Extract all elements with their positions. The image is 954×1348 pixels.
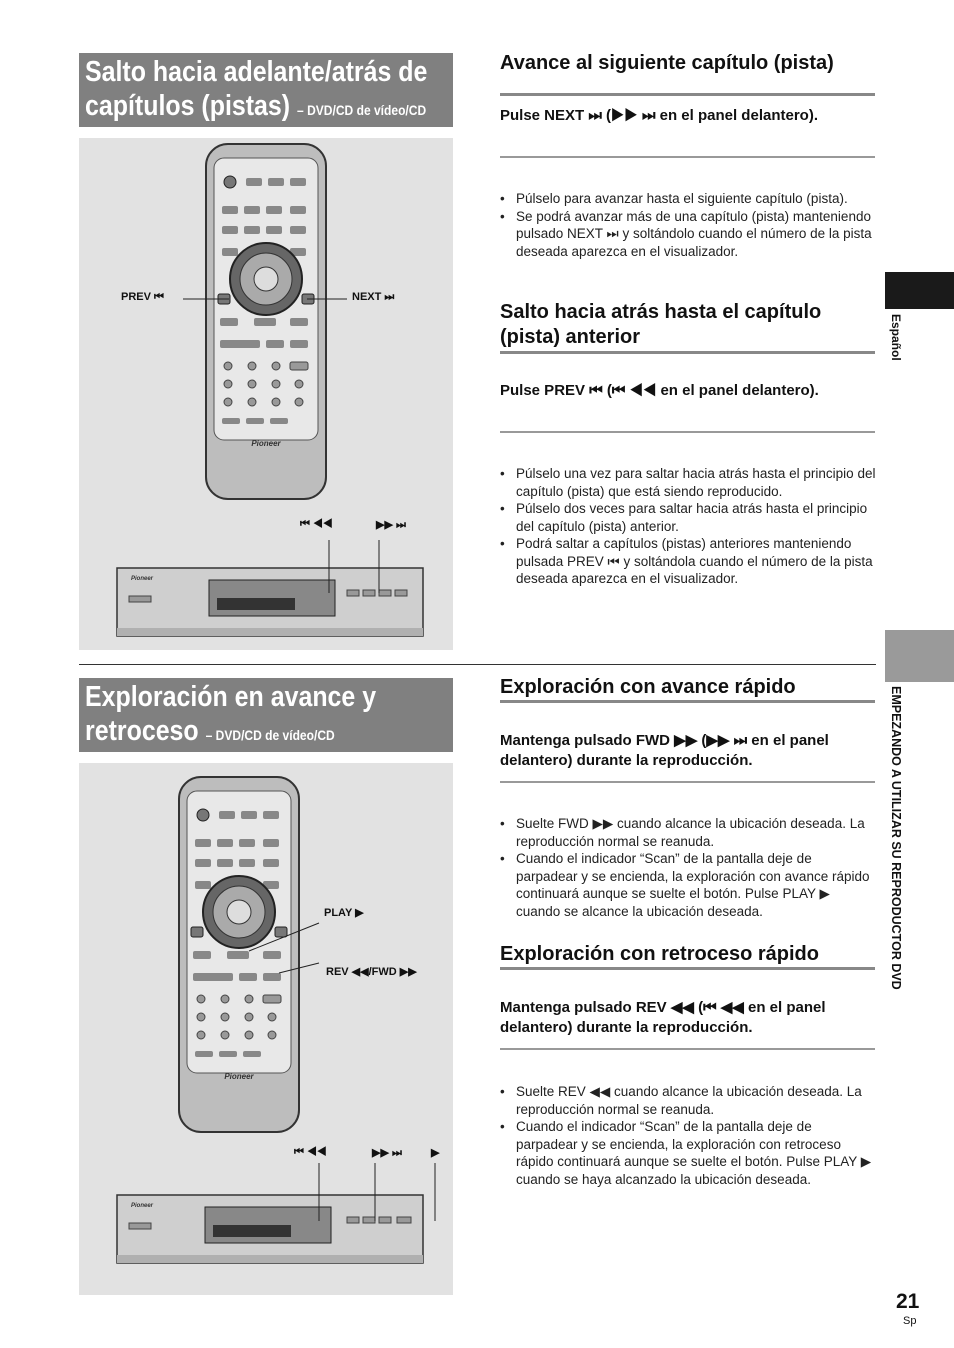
- salto-bullets: [500, 465, 876, 588]
- list-item: • Podrá saltar a capítulos (pistas) anteriores manteniendo pulsada PREV ⏮ y soltándola cuando el número de la pista deseada aparezca en el visualizador.: [500, 535, 876, 588]
- figure-scan: [79, 763, 453, 1295]
- play-button: [227, 951, 249, 959]
- divider: [500, 431, 875, 433]
- avance-bullets: [500, 190, 876, 260]
- svg-text:Pioneer: Pioneer: [131, 576, 154, 582]
- list-item: • Púlselo una vez para saltar hacia atrás hasta el principio del capítulo (pista) que está siendo reproducido.: [500, 465, 876, 500]
- list-item: • Púlselo para avanzar hasta el siguiente capítulo (pista).: [500, 190, 876, 208]
- list-item: • Púlselo dos veces para saltar hacia atrás hasta el principio del capítulo (pista) anterior.: [500, 500, 876, 535]
- divider: [500, 781, 875, 783]
- list-item: • Se podrá avanzar más de una capítulo (pista) manteniendo pulsado NEXT ⏭ y soltándolo cuando el número de la pista deseada aparezca en el visualizador.: [500, 208, 876, 261]
- section1-title-box: [79, 53, 453, 127]
- divider: [500, 156, 875, 158]
- section1-subtitle: – DVD/CD de vídeo/CD: [297, 102, 427, 118]
- callout-prev: PREV ⏮: [121, 291, 164, 303]
- divider: [500, 700, 875, 703]
- remote-brand: Pioneer: [251, 439, 281, 448]
- enter-button: [254, 267, 278, 291]
- callout-play: PLAY ▶: [324, 907, 364, 919]
- side-tab-gray: [885, 630, 954, 682]
- salto-instruction: Pulse PREV ⏮ (⏮ ◀◀ en el panel delantero).: [500, 382, 819, 399]
- section-separator: [79, 664, 876, 665]
- divider: [500, 93, 875, 96]
- fwdscan-bullets: [500, 815, 876, 920]
- section2-title: Exploración en avance y retroceso: [85, 681, 377, 747]
- revscan-instruction: Mantenga pulsado REV ◀◀ (⏮ ◀◀ en el panel delantero) durante la reproducción.: [500, 999, 826, 1036]
- section1-title: Salto hacia adelante/atrás de capítulos (pistas): [85, 56, 428, 122]
- panel-prev-label: ⏮ ◀◀: [300, 518, 333, 530]
- callout-next: NEXT ⏭: [352, 291, 395, 303]
- section2-subtitle: – DVD/CD de vídeo/CD: [205, 727, 335, 743]
- avance-heading: Avance al siguiente capítulo (pista): [500, 52, 834, 74]
- divider: [500, 967, 875, 970]
- side-chapter-label: EMPEZANDO A UTILIZAR SU REPRODUCTOR DVD: [889, 686, 903, 990]
- page-suffix: Sp: [903, 1315, 917, 1327]
- revscan-heading: Exploración con retroceso rápido: [500, 943, 819, 965]
- panel-next-label: ▶▶ ⏭: [376, 519, 406, 531]
- section2-title-box: [79, 678, 453, 752]
- avance-instruction: Pulse NEXT ⏭ (▶▶ ⏭ en el panel delantero).: [500, 107, 818, 124]
- svg-text:Pioneer: Pioneer: [131, 1203, 154, 1209]
- remote-brand-2: Pioneer: [224, 1072, 254, 1081]
- rev-button: [239, 973, 257, 981]
- list-item: • Suelte FWD ▶▶ cuando alcance la ubicación deseada. La reproducción normal se reanuda.: [500, 815, 876, 850]
- salto-heading: Salto hacia atrás hasta el capítulo (pista) anterior: [500, 301, 822, 348]
- power-button: [224, 176, 236, 188]
- revscan-bullets: [500, 1083, 876, 1188]
- side-tab-dark: [885, 272, 954, 309]
- divider: [500, 351, 875, 354]
- remote-illustration-2: [79, 763, 453, 1295]
- fwdscan-instruction: Mantenga pulsado FWD ▶▶ (▶▶ ⏭ en el panel delantero) durante la reproducción.: [500, 732, 829, 769]
- side-language-label: Español: [889, 314, 903, 361]
- divider: [500, 1048, 875, 1050]
- panel-prev-label-2: ⏮ ◀◀: [294, 1146, 327, 1158]
- fwdscan-heading: Exploración con avance rápido: [500, 676, 796, 698]
- fwd-button: [263, 973, 281, 981]
- list-item: • Cuando el indicador “Scan” de la pantalla deje de parpadear y se encienda, la exploración con avance rápido continuará aunque se suelte el botón. Pulse PLAY ▶ cuando se alcance la ubicación deseada.: [500, 850, 876, 920]
- panel-play-label: ▶: [431, 1147, 440, 1159]
- list-item: • Suelte REV ◀◀ cuando alcance la ubicación deseada. La reproducción normal se reanuda.: [500, 1083, 876, 1118]
- list-item: • Cuando el indicador “Scan” de la pantalla deje de parpadear y se encienda, la exploración con retroceso rápido continuará aunque se suelte el botón. Pulse PLAY ▶ cuando se haya alcanzado la ubicación deseada.: [500, 1118, 876, 1188]
- figure-skip: [79, 138, 453, 650]
- remote-illustration-1: [79, 138, 453, 650]
- panel-next-label-2: ▶▶ ⏭: [372, 1147, 402, 1159]
- callout-rev-fwd: REV ◀◀/FWD ▶▶: [326, 966, 417, 978]
- page-number: 21: [896, 1290, 920, 1313]
